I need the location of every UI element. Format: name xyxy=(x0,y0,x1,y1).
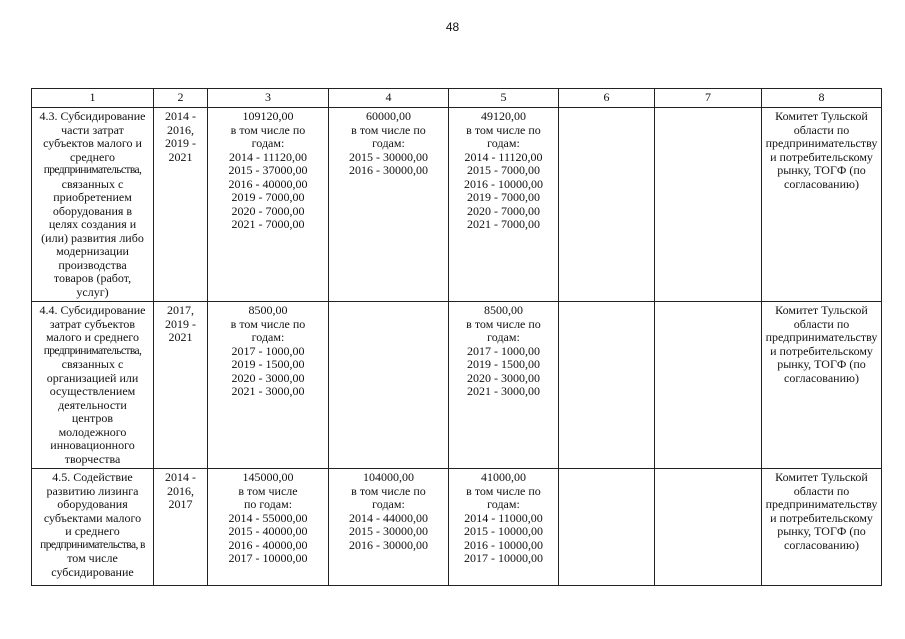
cell-text-line: оборудования в xyxy=(52,203,133,218)
column-4-cell xyxy=(329,108,449,302)
cell-text-line: предпринимательства, xyxy=(43,164,142,176)
cell-text-line: 2019 - 1500,00 xyxy=(467,357,540,371)
cell-text-line: деятельности xyxy=(58,397,127,412)
cell-text-line: годам: xyxy=(251,330,285,344)
table-row xyxy=(32,108,882,302)
cell-text-line: связанных с xyxy=(61,357,124,371)
cell-text-line: 2016 - 10000,00 xyxy=(464,176,543,191)
total-funding-cell xyxy=(208,469,329,586)
cell-text-line: 2015 - 10000,00 xyxy=(464,524,543,538)
cell-text-line: молодежного xyxy=(58,424,127,439)
total-funding-cell xyxy=(208,302,329,469)
cell-text-line: связанных с xyxy=(61,176,124,191)
years-cell xyxy=(154,302,208,469)
cell-text-line: предпринимательства, в xyxy=(40,538,145,551)
table-row xyxy=(32,302,882,469)
cell-text-line: согласованию) xyxy=(784,370,859,385)
header-cell-2: 2 xyxy=(154,89,208,108)
header-cell-1: 1 xyxy=(32,89,154,108)
cell-text-line: и потребительскому xyxy=(770,343,873,358)
cell-text-line: 2016 - 40000,00 xyxy=(228,176,308,191)
cell-text-line: 2020 - 3000,00 xyxy=(231,370,305,385)
cell-text-line: 41000,00 xyxy=(481,470,526,484)
cell-text-line: предпринимательства, xyxy=(43,344,142,357)
cell-text-line: в том числе по xyxy=(351,483,426,498)
cell-text-line: субъектами малого xyxy=(43,510,142,525)
cell-text-line: 60000,00 xyxy=(366,109,411,123)
cell-text-line: 145000,00 xyxy=(242,470,294,484)
cell-text-line: 2020 - 7000,00 xyxy=(467,203,540,218)
cell-text-line: 2016 - 10000,00 xyxy=(464,537,543,552)
cell-text-line: годам: xyxy=(487,136,520,150)
cell-text-line: 2015 - 30000,00 xyxy=(349,524,428,538)
cell-text-line: 2016 - 40000,00 xyxy=(228,537,308,552)
column-4-cell xyxy=(329,469,449,586)
column-7-cell xyxy=(655,469,762,586)
cell-text-line: 8500,00 xyxy=(484,303,523,317)
cell-text-line: 2020 - 7000,00 xyxy=(231,203,305,218)
cell-text-line: по годам: xyxy=(243,497,293,511)
cell-text-line: 2014 - 11000,00 xyxy=(464,510,543,525)
cell-text-line: 2021 - 3000,00 xyxy=(467,384,540,398)
cell-text-line: годам: xyxy=(372,497,405,511)
column-5-cell xyxy=(449,108,559,302)
cell-text-line: в том числе по xyxy=(466,483,541,498)
cell-text-line: 2014 - xyxy=(165,109,196,123)
header-cell-3: 3 xyxy=(208,89,329,108)
header-cell-4: 4 xyxy=(329,89,449,108)
cell-text-line: 4.5. Содействие xyxy=(52,470,133,484)
cell-text-line: предпринимательству xyxy=(765,497,878,511)
column-5-cell xyxy=(449,302,559,469)
executor-cell xyxy=(762,108,882,302)
cell-text-line: 2019 - 7000,00 xyxy=(467,190,540,204)
cell-text-line: Комитет Тульской xyxy=(775,470,868,484)
cell-text-line: среднего xyxy=(70,149,115,164)
cell-text-line: 2014 - xyxy=(165,470,196,484)
cell-text-line: 2016 - 30000,00 xyxy=(349,537,428,552)
cell-text-line: 2019 - 1500,00 xyxy=(231,357,305,371)
measure-cell xyxy=(32,108,154,302)
cell-text-line: годам: xyxy=(487,497,520,511)
cell-text-line: 4.4. Субсидирование xyxy=(39,303,146,317)
cell-text-line: 2016, xyxy=(167,122,194,137)
program-table xyxy=(31,88,882,586)
cell-text-line: предпринимательству xyxy=(765,330,878,344)
cell-text-line: (или) развития либо xyxy=(41,230,144,245)
cell-text-line: 4.3. Субсидирование xyxy=(39,109,146,123)
cell-text-line: 2015 - 40000,00 xyxy=(228,524,308,538)
cell-text-line: 2017 - 10000,00 xyxy=(464,551,543,565)
cell-text-line: центров xyxy=(71,411,114,425)
years-cell xyxy=(154,469,208,586)
cell-text-line: том числе xyxy=(67,551,118,565)
column-5-cell xyxy=(449,469,559,586)
cell-text-line: рынку, ТОГФ (по xyxy=(777,524,866,538)
column-6-cell xyxy=(559,469,655,586)
cell-text-line: товаров (работ, xyxy=(53,271,132,285)
cell-text-line: творчества xyxy=(64,451,121,466)
cell-text-line: годам: xyxy=(251,136,285,150)
cell-text-line: 2015 - 30000,00 xyxy=(349,149,428,164)
cell-text-line: малого и среднего xyxy=(46,330,139,344)
cell-text-line: предпринимательству xyxy=(765,136,878,150)
executor-cell xyxy=(762,469,882,586)
cell-text-line: 2017 xyxy=(168,497,193,511)
cell-text-line: субъектов малого и xyxy=(43,136,142,150)
cell-text-line: области по xyxy=(793,483,850,498)
cell-text-line: 2017, xyxy=(167,303,194,317)
cell-text-line: 2019 - xyxy=(165,316,196,331)
cell-text-line: в том числе по xyxy=(230,122,306,137)
cell-text-line: в том числе по xyxy=(351,122,426,137)
cell-text-line: и среднего xyxy=(65,524,120,538)
cell-text-line: 2020 - 3000,00 xyxy=(467,370,540,385)
cell-text-line: согласованию) xyxy=(784,537,859,552)
cell-text-line: в том числе по xyxy=(466,122,541,137)
cell-text-line: Комитет Тульской xyxy=(775,109,868,123)
measure-cell xyxy=(32,469,154,586)
cell-text-line: в том числе по xyxy=(466,316,541,331)
measure-cell xyxy=(32,302,154,469)
cell-text-line: области по xyxy=(793,316,850,331)
cell-text-line: 2016 - 30000,00 xyxy=(349,163,428,177)
cell-text-line: годам: xyxy=(372,136,405,150)
cell-text-line: 2021 xyxy=(168,330,193,344)
cell-text-line: и потребительскому xyxy=(770,149,873,164)
header-cell-8: 8 xyxy=(762,89,882,108)
header-cell-6: 6 xyxy=(559,89,655,108)
column-6-cell xyxy=(559,108,655,302)
cell-text-line: области по xyxy=(793,122,850,137)
cell-text-line: 2016, xyxy=(167,483,194,498)
cell-text-line: 109120,00 xyxy=(242,109,294,123)
cell-text-line: 2014 - 11120,00 xyxy=(228,149,308,164)
cell-text-line: 2014 - 11120,00 xyxy=(464,149,543,164)
cell-text-line: 49120,00 xyxy=(481,109,526,123)
cell-text-line: 2021 - 7000,00 xyxy=(467,217,540,231)
table-row xyxy=(32,469,882,586)
cell-text-line: рынку, ТОГФ (по xyxy=(777,163,866,177)
cell-text-line: годам: xyxy=(487,330,520,344)
cell-text-line: в том числе xyxy=(238,483,298,498)
cell-text-line: 2017 - 10000,00 xyxy=(228,551,308,565)
executor-cell xyxy=(762,302,882,469)
cell-text-line: 8500,00 xyxy=(248,303,288,317)
cell-text-line: производства xyxy=(58,257,127,272)
cell-text-line: 2019 - xyxy=(165,136,196,150)
cell-text-line: рынку, ТОГФ (по xyxy=(777,357,866,371)
cell-text-line: 104000,00 xyxy=(363,470,414,484)
cell-text-line: 2021 - 7000,00 xyxy=(231,217,305,231)
cell-text-line: инновационного xyxy=(50,438,135,452)
column-4-cell xyxy=(329,302,449,469)
cell-text-line: 2014 - 55000,00 xyxy=(228,510,308,525)
page-number: 48 xyxy=(445,20,460,34)
total-funding-cell xyxy=(208,108,329,302)
cell-text-line: услуг) xyxy=(76,284,109,299)
column-7-cell xyxy=(655,108,762,302)
cell-text-line: 2017 - 1000,00 xyxy=(231,343,305,358)
cell-text-line: 2021 - 3000,00 xyxy=(231,384,305,398)
header-row xyxy=(32,89,882,108)
cell-text-line: затрат субъектов xyxy=(49,316,136,331)
years-cell xyxy=(154,108,208,302)
cell-text-line: целях создания и xyxy=(48,217,137,231)
column-7-cell xyxy=(655,302,762,469)
cell-text-line: осуществлением xyxy=(49,384,136,398)
cell-text-line: приобретением xyxy=(53,190,132,204)
cell-text-line: в том числе по xyxy=(230,316,306,331)
cell-text-line: части затрат xyxy=(61,122,124,137)
cell-text-line: согласованию) xyxy=(784,176,859,191)
cell-text-line: 2021 xyxy=(168,149,193,164)
column-6-cell xyxy=(559,302,655,469)
cell-text-line: и потребительскому xyxy=(770,510,873,525)
cell-text-line: 2019 - 7000,00 xyxy=(231,190,305,204)
header-cell-7: 7 xyxy=(655,89,762,108)
cell-text-line: 2014 - 44000,00 xyxy=(349,510,428,525)
header-cell-5: 5 xyxy=(449,89,559,108)
cell-text-line: модернизации xyxy=(56,244,129,258)
cell-text-line: развитию лизинга xyxy=(46,483,139,498)
cell-text-line: организацией или xyxy=(46,370,139,385)
cell-text-line: Комитет Тульской xyxy=(775,303,868,317)
cell-text-line: 2015 - 7000,00 xyxy=(467,163,540,177)
cell-text-line: субсидирование xyxy=(51,564,134,579)
cell-text-line: 2017 - 1000,00 xyxy=(467,343,540,358)
cell-text-line: 2015 - 37000,00 xyxy=(228,163,308,177)
cell-text-line: оборудования xyxy=(57,497,128,511)
